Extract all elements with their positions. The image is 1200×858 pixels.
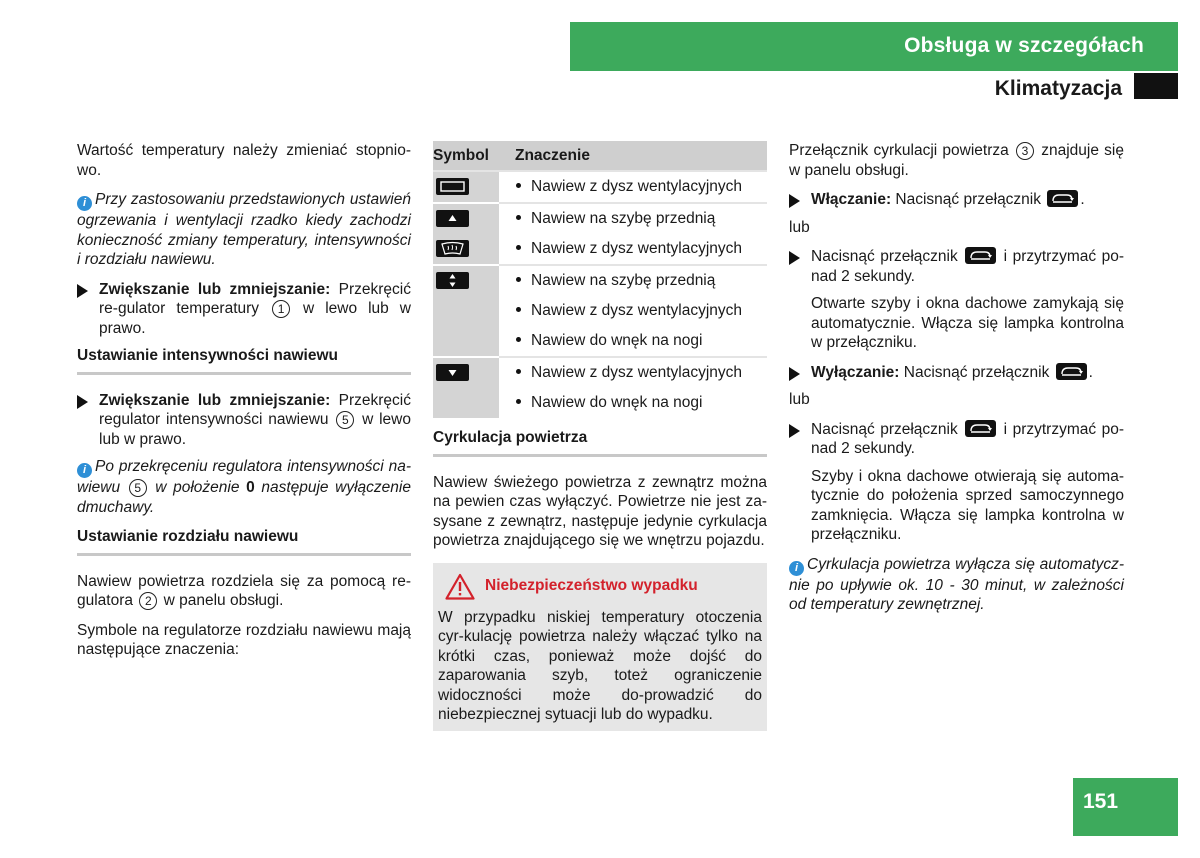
hold-on-result: Otwarte szyby i okna dachowe zamykają się automatycznie. Włącza się lampka kontrolna w przełączniku.	[811, 295, 1124, 351]
warning-title: Niebezpieczeństwo wypadku	[485, 577, 698, 595]
step-arrow-icon	[77, 395, 88, 409]
symbol-cell	[433, 171, 499, 203]
symbol-cell	[433, 265, 499, 357]
up-down-icon	[436, 272, 469, 289]
recirculation-button-icon	[965, 247, 996, 264]
callout-number: 3	[1016, 142, 1034, 160]
distribution-text: Nawiew powietrza rozdziela się za pomocą re-gulatora 2 w panelu obsługi.	[77, 572, 411, 609]
info-icon: i	[77, 196, 92, 211]
info-note-blower: i Po przekręceniu regulatora intensywności na-wiewu 5 w położenie 0 następuje wyłączenie dmuchawy.	[77, 458, 411, 516]
page-number-box	[1073, 778, 1178, 836]
step-switch-hold-on: Nacisnąć przełącznik i przytrzymać po-nad 2 sekundy.	[789, 247, 1124, 286]
step-switch-off: Wyłączanie: Nacisnąć przełącznik .	[789, 363, 1124, 383]
step-label: Zwiększanie lub zmniejszanie:	[99, 391, 331, 409]
meaning-cell: Nawiew na szybę przednią	[499, 265, 767, 296]
meaning-cell: Nawiew z dysz wentylacyjnych	[499, 171, 767, 203]
step-label: Zwiększanie lub zmniejszanie:	[99, 280, 331, 298]
column-right	[789, 141, 1124, 625]
symbol-cell	[433, 234, 499, 265]
info-icon: i	[789, 561, 804, 576]
warning-heading	[438, 573, 762, 600]
heading-recirculation: Cyrkulacja powietrza	[433, 428, 767, 457]
meaning-cell: Nawiew na szybę przednią	[499, 203, 767, 234]
warning-triangle-icon	[445, 573, 475, 600]
step-intensity	[77, 391, 411, 450]
table-row	[433, 357, 767, 388]
meaning-cell: Nawiew z dysz wentylacyjnych	[499, 234, 767, 265]
column-middle	[433, 141, 767, 731]
table-header-symbol: Symbol	[433, 141, 499, 171]
symbol-cell	[433, 203, 499, 234]
step-arrow-icon	[789, 194, 800, 208]
recirculation-button-icon	[1047, 190, 1078, 207]
symbol-table	[433, 141, 767, 418]
step-arrow-icon	[77, 284, 88, 298]
section-title: Obsługa w szczegółach	[904, 34, 1144, 57]
heading-distribution: Ustawianie rozdziału nawiewu	[77, 527, 411, 556]
symbol-cell	[433, 357, 499, 418]
step-text: w lewo lub w prawo.	[99, 411, 411, 448]
or-text: lub	[789, 218, 810, 236]
warning-text: W przypadku niskiej temperatury otoczenia cyr-kulację powietrza należy włączać tylko na krótki czas, ponieważ może dojść do zaparowania szyb, toteż ograniczenie widoczności może do-prowadzić do niebezpiecznej sytuacji lub do wypadku.	[438, 608, 762, 723]
recirculation-button-icon	[1056, 363, 1087, 380]
symbols-intro: Symbole na regulatorze rozdziału nawiewu mają następujące znaczenia:	[77, 621, 411, 658]
callout-number: 2	[139, 592, 157, 610]
table-header-meaning: Znaczenie	[499, 141, 767, 171]
vent-icon	[436, 178, 469, 195]
defrost-icon	[436, 240, 469, 257]
meaning-cell: Nawiew do wnęk na nogi	[499, 326, 767, 357]
callout-number: 5	[336, 411, 354, 429]
meaning-cell: Nawiew do wnęk na nogi	[499, 388, 767, 418]
step-text: Przekręcić re-gulator temperatury	[99, 280, 412, 317]
info-icon: i	[77, 463, 92, 478]
callout-number: 5	[129, 479, 147, 497]
footwell-icon	[436, 364, 469, 381]
subsection-title: Klimatyzacja	[994, 77, 1122, 100]
hold-off-result: Szyby i okna dachowe otwierają się automa-tycznie do położenia sprzed samoczynnego zamknięcia. Włącza się lampka kontrolna w przełączniku.	[811, 467, 1124, 543]
info-note-recirculation: i Cyrkulacja powietrza wyłącza się automatycz-nie po upływie ok. 10 - 30 minut, w zależności od temperatury zewnętrznej.	[789, 555, 1124, 613]
step-arrow-icon	[789, 367, 800, 381]
warning-box	[433, 563, 767, 731]
step-label: Włączanie:	[811, 191, 892, 208]
page-number: 151	[1083, 790, 1119, 813]
recirculation-button-icon	[965, 420, 996, 437]
callout-number: 1	[272, 300, 290, 318]
step-text: Przekręcić regulator intensywności nawiewu	[99, 391, 412, 428]
temperature-intro: Wartość temperatury należy zmieniać stopnio-wo.	[77, 142, 411, 179]
table-row	[433, 171, 767, 203]
recirculation-text: Nawiew świeżego powietrza z zewnątrz można na pewien czas wyłączyć. Powietrze nie jest za-sysane z zewnątrz, następuje jedynie cyrkulacja powietrza znajdującego się we wnętrzu pojazdu.	[433, 473, 767, 549]
step-switch-on: Włączanie: Nacisnąć przełącznik .	[789, 190, 1124, 210]
table-row	[433, 203, 767, 234]
subsection-marker	[1134, 73, 1178, 99]
step-switch-hold-off: Nacisnąć przełącznik i przytrzymać po-nad 2 sekundy.	[789, 420, 1124, 459]
step-text: w lewo lub w prawo.	[99, 300, 411, 337]
recirc-switch-intro: Przełącznik cyrkulacji powietrza 3 znajduje się w panelu obsługi.	[789, 142, 1124, 179]
info-note-text: Przy zastosowaniu przedstawionych ustawień ogrzewania i wentylacji rzadko kiedy zachodzi konieczność zmiany temperatury, intensywności i rozdziału nawiewu.	[77, 191, 411, 268]
table-row	[433, 265, 767, 296]
step-arrow-icon	[789, 424, 800, 438]
step-arrow-icon	[789, 251, 800, 265]
info-note-settings	[77, 190, 411, 270]
table-row	[433, 234, 767, 265]
step-temperature	[77, 280, 411, 339]
step-label: Wyłączanie:	[811, 363, 900, 381]
meaning-cell: Nawiew z dysz wentylacyjnych	[499, 357, 767, 388]
windscreen-icon	[436, 210, 469, 227]
or-text: lub	[789, 391, 810, 408]
meaning-cell: Nawiew z dysz wentylacyjnych	[499, 296, 767, 326]
heading-intensity: Ustawianie intensywności nawiewu	[77, 346, 411, 375]
column-left	[77, 141, 411, 670]
